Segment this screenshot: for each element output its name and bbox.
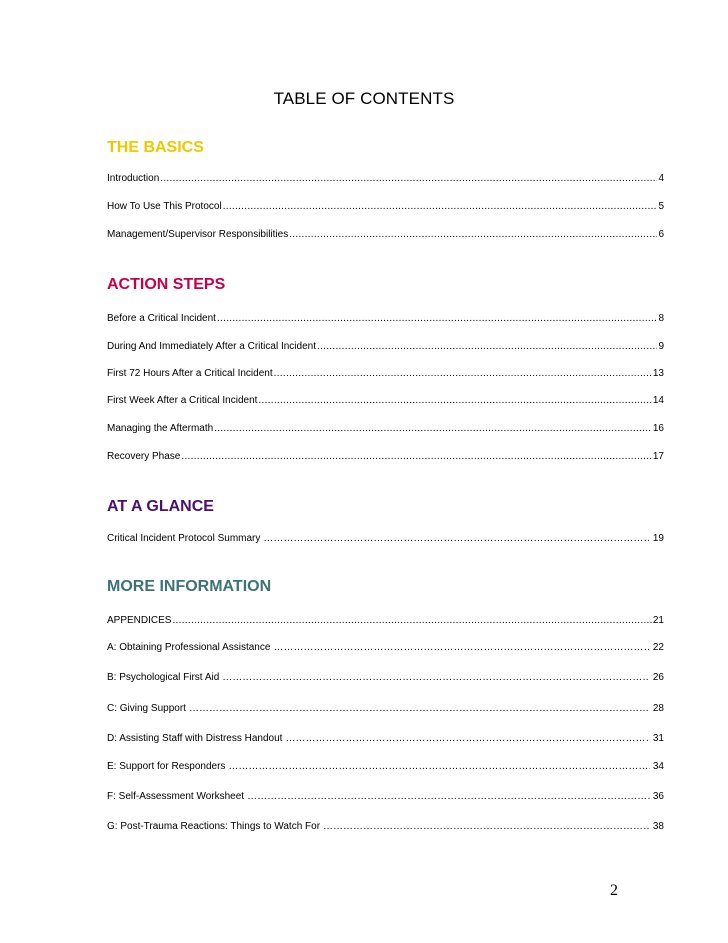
toc-entry[interactable] — [107, 672, 664, 684]
toc-entry[interactable] — [107, 229, 664, 241]
toc-entry-label: APPENDICES — [107, 615, 172, 626]
toc-entry[interactable] — [107, 201, 664, 213]
toc-entry-page: 16 — [652, 423, 664, 434]
toc-entry-label: G: Post-Trauma Reactions: Things to Watch For — [107, 821, 321, 832]
dot-leader — [273, 642, 649, 654]
toc-entry[interactable] — [107, 761, 664, 773]
toc-entry-page: 21 — [652, 615, 664, 626]
dot-leader — [274, 368, 652, 380]
toc-entry-page: 9 — [658, 341, 664, 352]
toc-entry-label: First 72 Hours After a Critical Incident — [107, 368, 273, 379]
toc-entry[interactable] — [107, 423, 664, 435]
section-heading-more-information: MORE INFORMATION — [107, 578, 272, 595]
toc-entry[interactable] — [107, 533, 664, 545]
toc-entry[interactable] — [107, 341, 664, 353]
toc-entry-page: 31 — [652, 733, 664, 744]
toc-entry-label: Management/Supervisor Responsibilities — [107, 229, 289, 240]
dot-leader — [214, 423, 652, 435]
dot-leader — [228, 761, 649, 773]
dot-leader — [223, 201, 658, 213]
toc-entry[interactable] — [107, 642, 664, 654]
toc-entry-label: Introduction — [107, 173, 160, 184]
toc-entry[interactable] — [107, 733, 664, 745]
toc-entry-page: 34 — [652, 761, 664, 772]
toc-entry-label: Before a Critical Incident — [107, 313, 216, 324]
dot-leader — [217, 313, 657, 325]
toc-entry-label: Recovery Phase — [107, 451, 181, 462]
dot-leader — [263, 533, 649, 545]
page-number: 2 — [610, 882, 618, 899]
toc-entry-label: During And Immediately After a Critical Incident — [107, 341, 316, 352]
dot-leader — [160, 173, 657, 185]
dot-leader — [181, 451, 652, 463]
toc-entry[interactable] — [107, 173, 664, 185]
toc-entry[interactable] — [107, 615, 664, 627]
dot-leader — [247, 791, 650, 803]
toc-entry-label: C: Giving Support — [107, 703, 186, 714]
dot-leader — [317, 341, 657, 353]
toc-entry[interactable] — [107, 821, 664, 833]
toc-entry[interactable] — [107, 395, 664, 407]
dot-leader — [323, 821, 650, 833]
toc-entry-label: D: Assisting Staff with Distress Handout — [107, 733, 283, 744]
section-heading-the-basics: THE BASICS — [107, 139, 204, 156]
toc-entry-page: 14 — [652, 395, 664, 406]
toc-entry-label: First Week After a Critical Incident — [107, 395, 258, 406]
toc-entry-page: 6 — [658, 229, 664, 240]
toc-entry[interactable] — [107, 703, 664, 715]
page-title: TABLE OF CONTENTS — [273, 89, 455, 108]
toc-entry[interactable] — [107, 368, 664, 380]
toc-entry-page: 17 — [652, 451, 664, 462]
toc-entry-page: 28 — [652, 703, 664, 714]
toc-entry-page: 22 — [652, 642, 664, 653]
toc-entry-label: A: Obtaining Professional Assistance — [107, 642, 271, 653]
dot-leader — [222, 672, 650, 684]
toc-entry-label: F: Self-Assessment Worksheet — [107, 791, 245, 802]
toc-entry[interactable] — [107, 791, 664, 803]
toc-entry-page: 26 — [652, 672, 664, 683]
toc-entry-label: How To Use This Protocol — [107, 201, 222, 212]
toc-entry[interactable] — [107, 451, 664, 463]
toc-entry-label: Critical Incident Protocol Summary — [107, 533, 261, 544]
dot-leader — [189, 703, 650, 715]
toc-entry-page: 4 — [658, 173, 664, 184]
section-heading-at-a-glance: AT A GLANCE — [107, 498, 214, 515]
toc-entry-page: 13 — [652, 368, 664, 379]
toc-entry-page: 8 — [658, 313, 664, 324]
toc-entry-page: 5 — [658, 201, 664, 212]
dot-leader — [289, 229, 657, 241]
dot-leader — [258, 395, 651, 407]
dot-leader — [172, 615, 651, 627]
toc-entry[interactable] — [107, 313, 664, 325]
toc-entry-page: 19 — [652, 533, 664, 544]
section-heading-action-steps: ACTION STEPS — [107, 276, 226, 293]
toc-entry-label: Managing the Aftermath — [107, 423, 214, 434]
toc-entry-label: E: Support for Responders — [107, 761, 226, 772]
toc-entry-page: 38 — [652, 821, 664, 832]
toc-entry-page: 36 — [652, 791, 664, 802]
dot-leader — [285, 733, 649, 745]
toc-entry-label: B: Psychological First Aid — [107, 672, 220, 683]
